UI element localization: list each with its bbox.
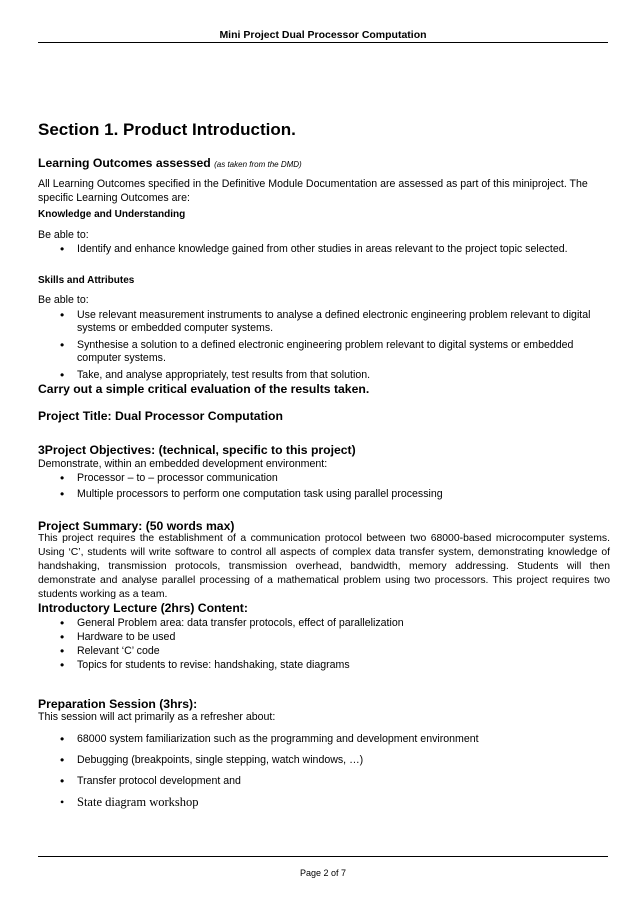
knowledge-list (38, 243, 608, 256)
list-item: • Transfer protocol development and (38, 775, 608, 788)
list-item: • Synthesise a solution to a defined electronic engineering problem relevant to digital systems or embedded computer systems. (38, 339, 608, 365)
skills-heading: Skills and Attributes (38, 275, 135, 286)
list-item: • Take, and analyse appropriately, test results from that solution. (38, 369, 608, 382)
footer-rule (38, 856, 608, 857)
objectives-intro: Demonstrate, within an embedded development environment: (38, 458, 328, 470)
list-item: • Relevant ‘C’ code (38, 645, 608, 658)
objectives-list (38, 472, 608, 501)
list-item: • General Problem area: data transfer protocols, effect of parallelization (38, 617, 608, 630)
objectives-heading: 3Project Objectives: (technical, specific to this project) (38, 443, 356, 457)
knowledge-able-to: Be able to: (38, 229, 89, 241)
list-item: • Processor – to – processor communication (38, 472, 608, 485)
summary-heading: Project Summary: (50 words max) (38, 519, 235, 533)
dmd-note: (as taken from the DMD) (214, 160, 302, 169)
list-item: • Debugging (breakpoints, single stepping, watch windows, …) (38, 754, 608, 767)
running-header: Mini Project Dual Processor Computation (219, 29, 427, 41)
preparation-intro: This session will act primarily as a refresher about: (38, 711, 276, 723)
critical-evaluation: Carry out a simple critical evaluation of the results taken. (38, 382, 370, 396)
header-rule (38, 42, 608, 43)
list-item: • Hardware to be used (38, 631, 608, 644)
project-title: Project Title: Dual Processor Computation (38, 409, 283, 423)
list-item: • Multiple processors to perform one computation task using parallel processing (38, 488, 608, 501)
list-item: • Use relevant measurement instruments to analyse a defined electronic engineering problem relevant to digital systems or embedded computer systems. (38, 309, 608, 335)
learning-outcomes-heading (38, 156, 610, 170)
list-item: • State diagram workshop (38, 796, 608, 809)
preparation-heading: Preparation Session (3hrs): (38, 697, 198, 711)
skills-list (38, 309, 608, 382)
summary-text: This project requires the establishment of a communication protocol between two 68000-based microcomputer systems. Using ‘C’, students will write software to control all aspects of complex data transfer system, demonstrating knowledge of handshaking, transmission protocols, transmission overhead, bandwidth, memory addressing. Students will then demonstrate and analyse parallel processing of a mathematical problem using two processors. This project requires two students working as a team. (38, 533, 610, 600)
list-item: • Identify and enhance knowledge gained from other studies in areas relevant to the project topic selected. (38, 243, 608, 256)
lecture-list (38, 617, 608, 672)
learning-outcomes-label: Learning Outcomes assessed (38, 156, 211, 170)
page-number: Page 2 of 7 (299, 868, 347, 878)
skills-able-to: Be able to: (38, 294, 89, 306)
section-title: Section 1. Product Introduction. (38, 120, 296, 139)
preparation-list (38, 733, 608, 809)
list-item: • 68000 system familiarization such as the programming and development environment (38, 733, 608, 746)
learning-outcomes-intro: All Learning Outcomes specified in the Definitive Module Documentation are assessed as part of this miniproject. The specific Learning Outcomes are: (38, 178, 588, 204)
list-item: • Topics for students to revise: handshaking, state diagrams (38, 659, 608, 672)
knowledge-heading: Knowledge and Understanding (38, 209, 186, 220)
lecture-heading: Introductory Lecture (2hrs) Content: (38, 601, 248, 615)
